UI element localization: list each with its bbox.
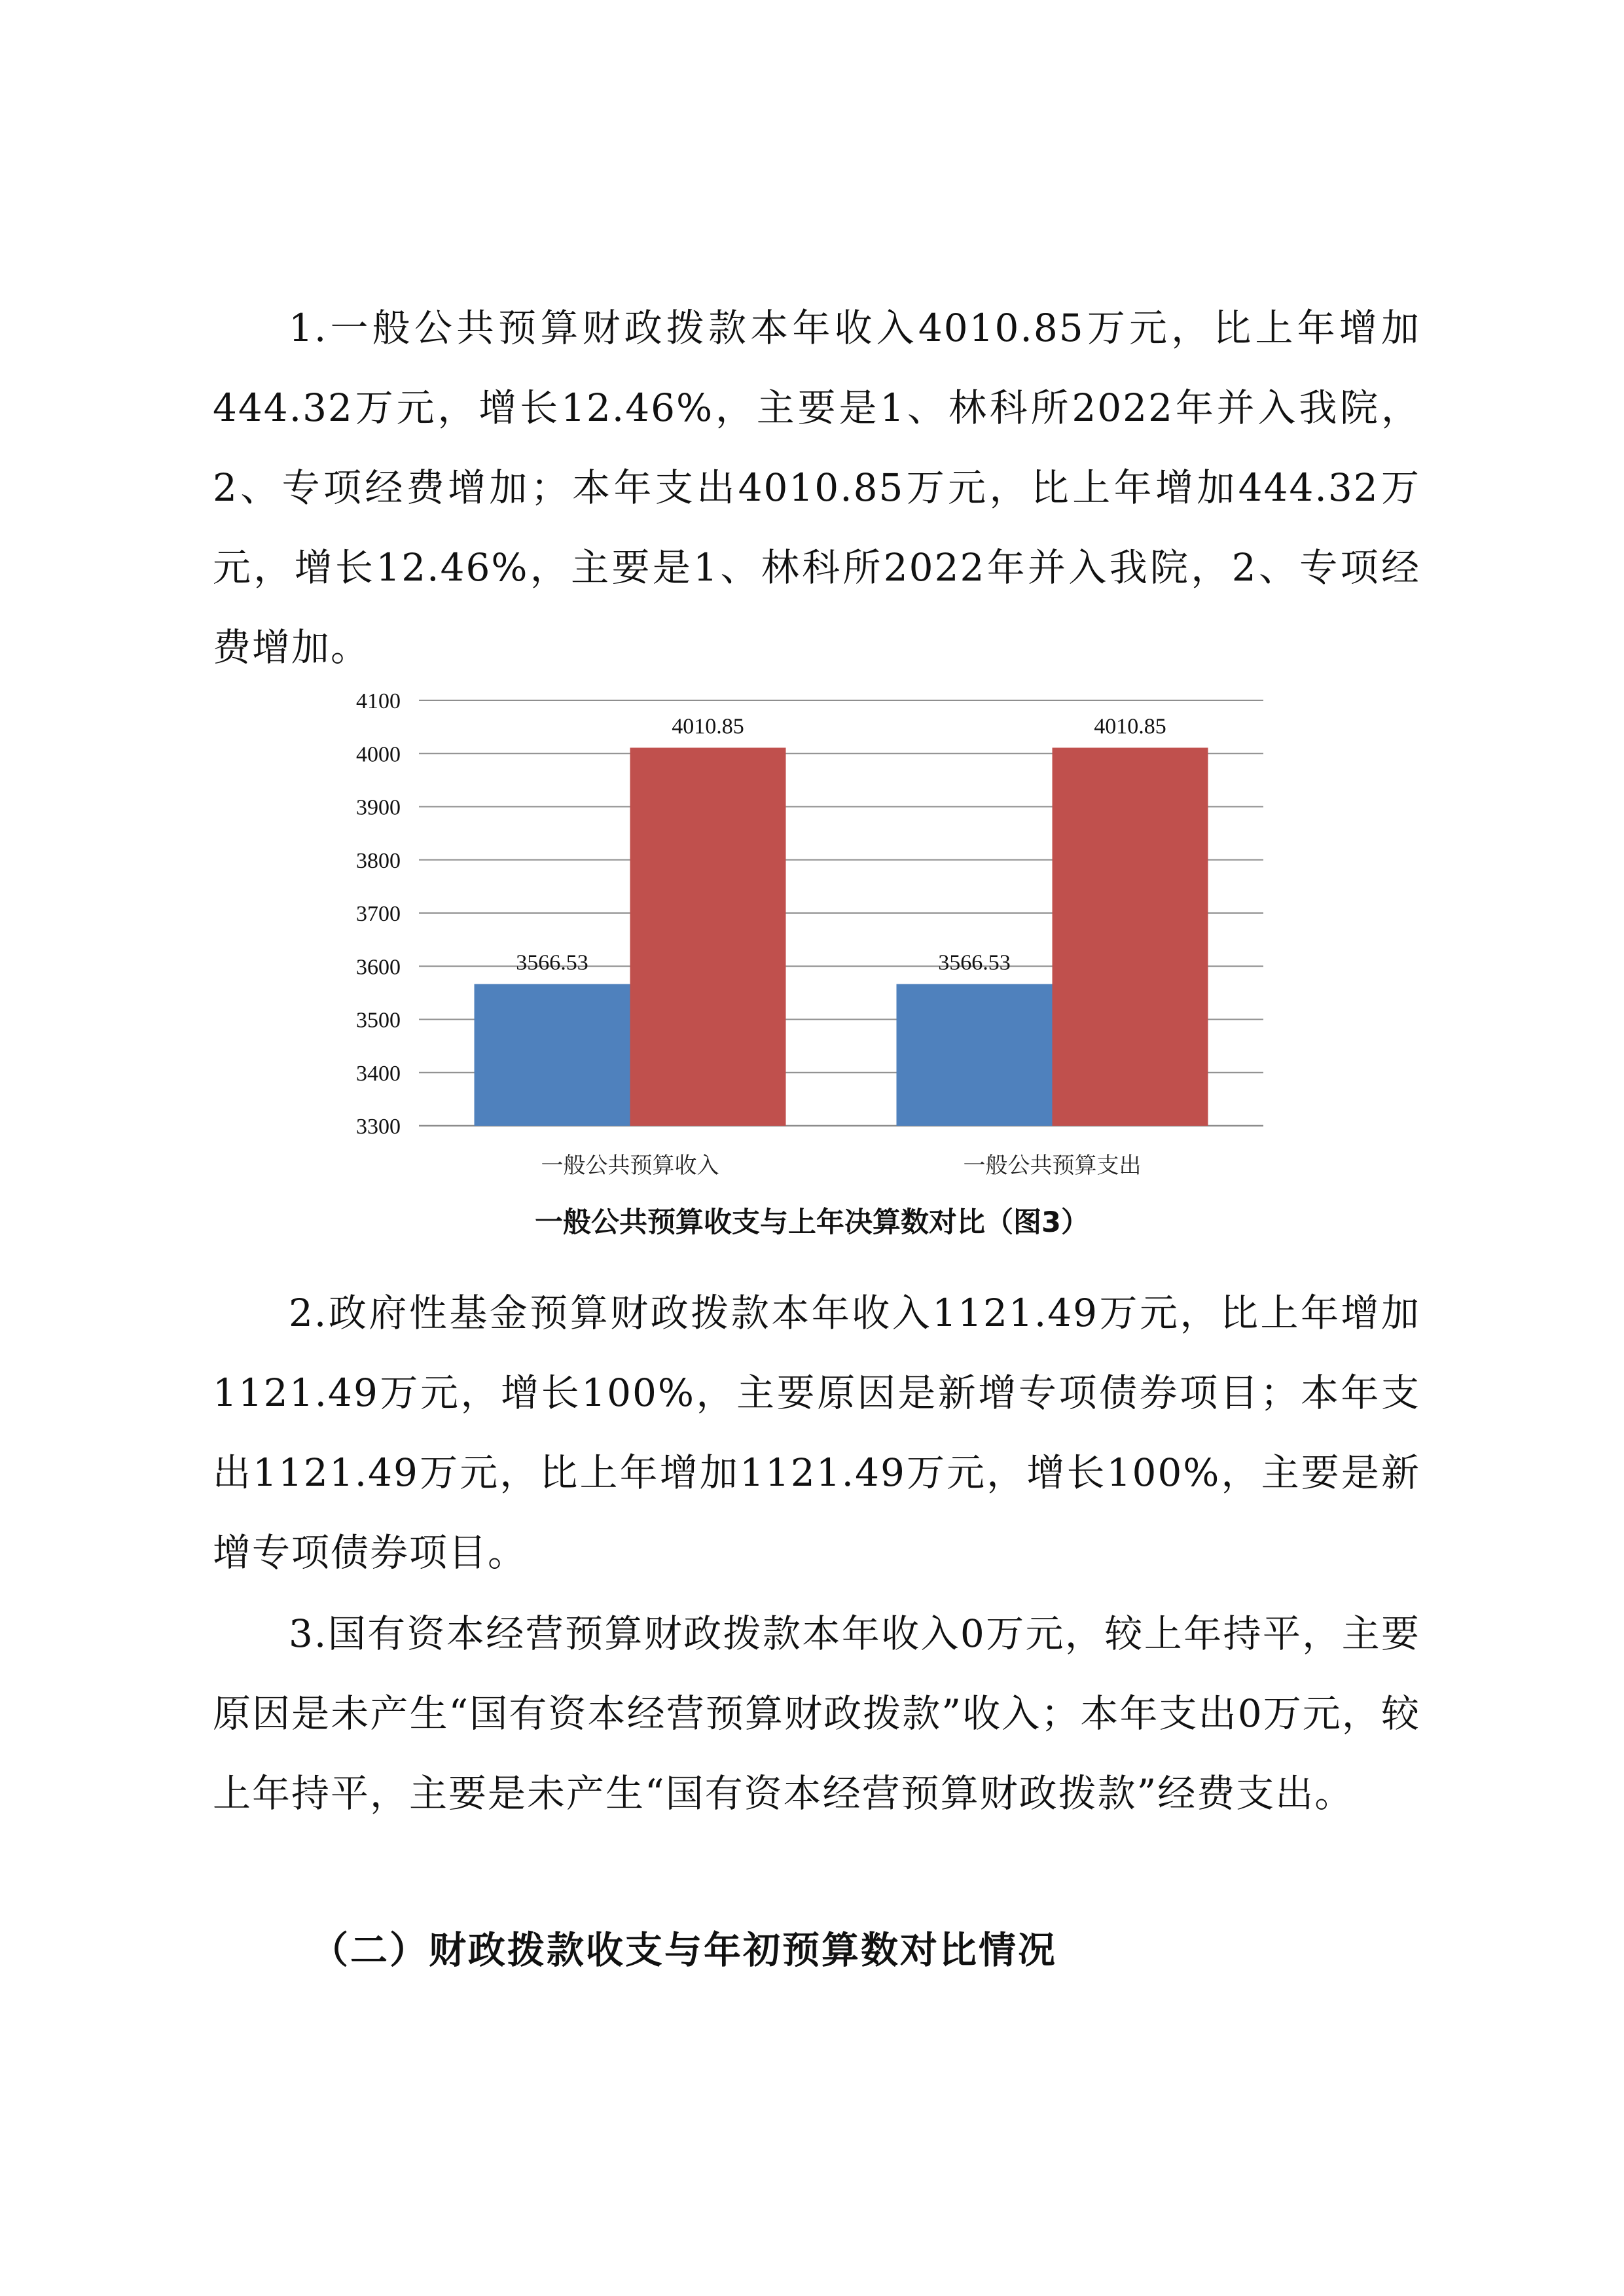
bar [1053, 747, 1208, 1126]
data-label: 3566.53 [516, 950, 588, 975]
y-tick-label: 4100 [356, 689, 401, 713]
y-tick-label: 3900 [356, 795, 401, 820]
y-tick-label: 4000 [356, 742, 401, 767]
y-tick-label: 3300 [356, 1115, 401, 1139]
y-tick-label: 3700 [356, 902, 401, 926]
data-label: 4010.85 [672, 714, 744, 739]
bar [475, 984, 630, 1126]
paragraph-general-budget: 1.一般公共预算财政拨款本年收入4010.85万元，比上年增加444.32万元，增长12.46%，主要是1、林科所2022年并入我院，2、专项经费增加；本年支出4010.85万元，比上年增加444.32万元，增长12.46%，主要是1、林科所2022年并入我院，2、专项经费增加。 [213, 306, 1420, 670]
x-category-label: 一般公共预算支出 [963, 1153, 1142, 1179]
bar [630, 747, 786, 1126]
y-tick-label: 3800 [356, 848, 401, 873]
figure-caption: 一般公共预算收支与上年决算数对比（图3） [535, 1206, 1089, 1239]
y-tick-label: 3500 [356, 1008, 401, 1033]
bar-chart-svg [308, 681, 1303, 1204]
data-label: 4010.85 [1094, 714, 1166, 739]
bar [897, 984, 1053, 1126]
y-tick-label: 3400 [356, 1061, 401, 1086]
section-heading: （二）财政拨款收支与年初预算数对比情况 [311, 1929, 1057, 1972]
paragraph-government-fund-budget: 2.政府性基金预算财政拨款本年收入1121.49万元，比上年增加1121.49万元，增长100%，主要原因是新增专项债券项目；本年支出1121.49万元，比上年增加1121.49万元，增长100%，主要是新增专项债券项目。 [213, 1291, 1420, 1575]
comparison-bar-chart [308, 681, 1303, 1204]
paragraph-state-capital-budget: 3.国有资本经营预算财政拨款本年收入0万元，较上年持平，主要原因是未产生“国有资本经营预算财政拨款”收入；本年支出0万元，较上年持平，主要是未产生“国有资本经营预算财政拨款”经费支出。 [213, 1611, 1420, 1816]
data-label: 3566.53 [938, 950, 1011, 975]
x-category-label: 一般公共预算收入 [541, 1153, 719, 1179]
y-tick-label: 3600 [356, 955, 401, 980]
